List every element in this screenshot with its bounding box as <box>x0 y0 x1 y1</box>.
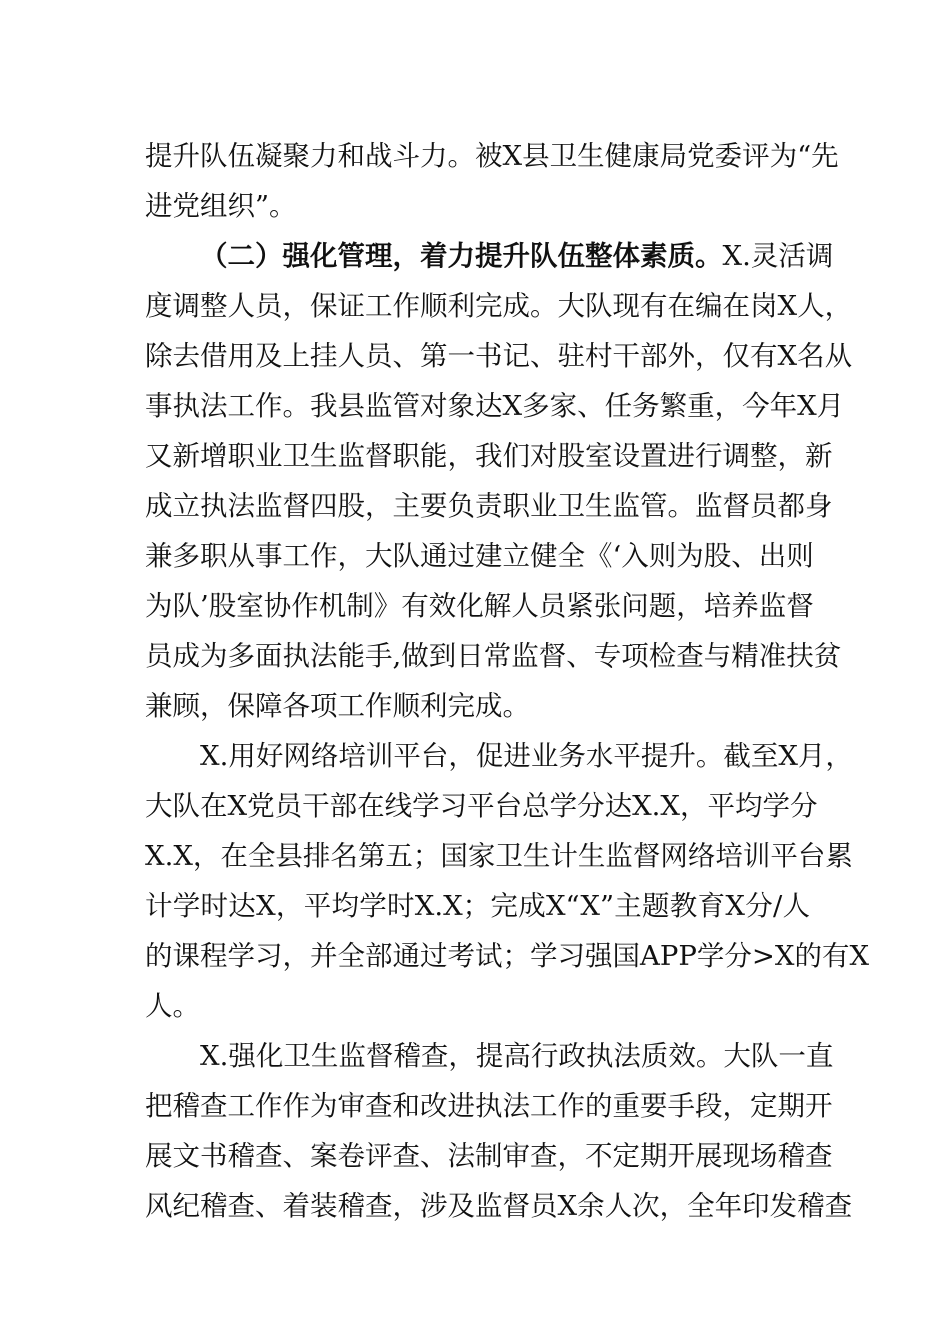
paragraph-line: X.用好网络培训平台，促进业务水平提升。截至X月， <box>200 740 853 772</box>
paragraph-line: 把稽查工作作为审查和改进执法工作的重要手段，定期开 <box>145 1090 833 1122</box>
paragraph-line: 人。 <box>145 990 200 1022</box>
paragraph-line: 计学时达X，平均学时X.X；完成X“X”主题教育X分/人 <box>145 890 810 922</box>
paragraph-line: 大队在X党员干部在线学习平台总学分达X.X，平均学分 <box>145 790 818 822</box>
paragraph-line: 风纪稽查、着装稽查，涉及监督员X余人次，全年印发稽查 <box>145 1190 853 1222</box>
paragraph-line: 员成为多面执法能手,做到日常监督、专项检查与精准扶贫 <box>145 640 842 672</box>
paragraph-text: X.灵活调 <box>722 240 834 272</box>
paragraph-line: 进党组织”。 <box>145 190 297 222</box>
paragraph-line: 的课程学习，并全部通过考试；学习强国APP学分>X的有X <box>145 940 870 972</box>
section-heading-line <box>200 236 834 276</box>
paragraph-line: 成立执法监督四股，主要负责职业卫生监管。监督员都身 <box>145 490 833 522</box>
paragraph-line: X.X，在全县排名第五；国家卫生计生监督网络培训平台累 <box>145 840 853 872</box>
paragraph-line: 提升队伍凝聚力和战斗力。被X县卫生健康局党委评为“先 <box>145 140 839 172</box>
paragraph-line: 兼顾，保障各项工作顺利完成。 <box>145 690 530 722</box>
paragraph-line: 展文书稽查、案卷评查、法制审查，不定期开展现场稽查 <box>145 1140 833 1172</box>
paragraph-line: 兼多职从事工作，大队通过建立健全《‘入则为股、出则 <box>145 540 814 572</box>
paragraph-line: 又新增职业卫生监督职能，我们对股室设置进行调整，新 <box>145 440 833 472</box>
paragraph-line: 为队’股室协作机制》有效化解人员紧张问题，培养监督 <box>145 590 814 622</box>
paragraph-line: 事执法工作。我县监管对象达X多家、任务繁重，今年X月 <box>145 390 845 422</box>
section-heading: （二）强化管理，着力提升队伍整体素质。 <box>200 240 723 272</box>
paragraph-line: 除去借用及上挂人员、第一书记、驻村干部外，仅有X名从 <box>145 340 853 372</box>
paragraph-line: X.强化卫生监督稽查，提高行政执法质效。大队一直 <box>200 1040 834 1072</box>
paragraph-line: 度调整人员，保证工作顺利完成。大队现有在编在岗X人， <box>145 290 853 322</box>
